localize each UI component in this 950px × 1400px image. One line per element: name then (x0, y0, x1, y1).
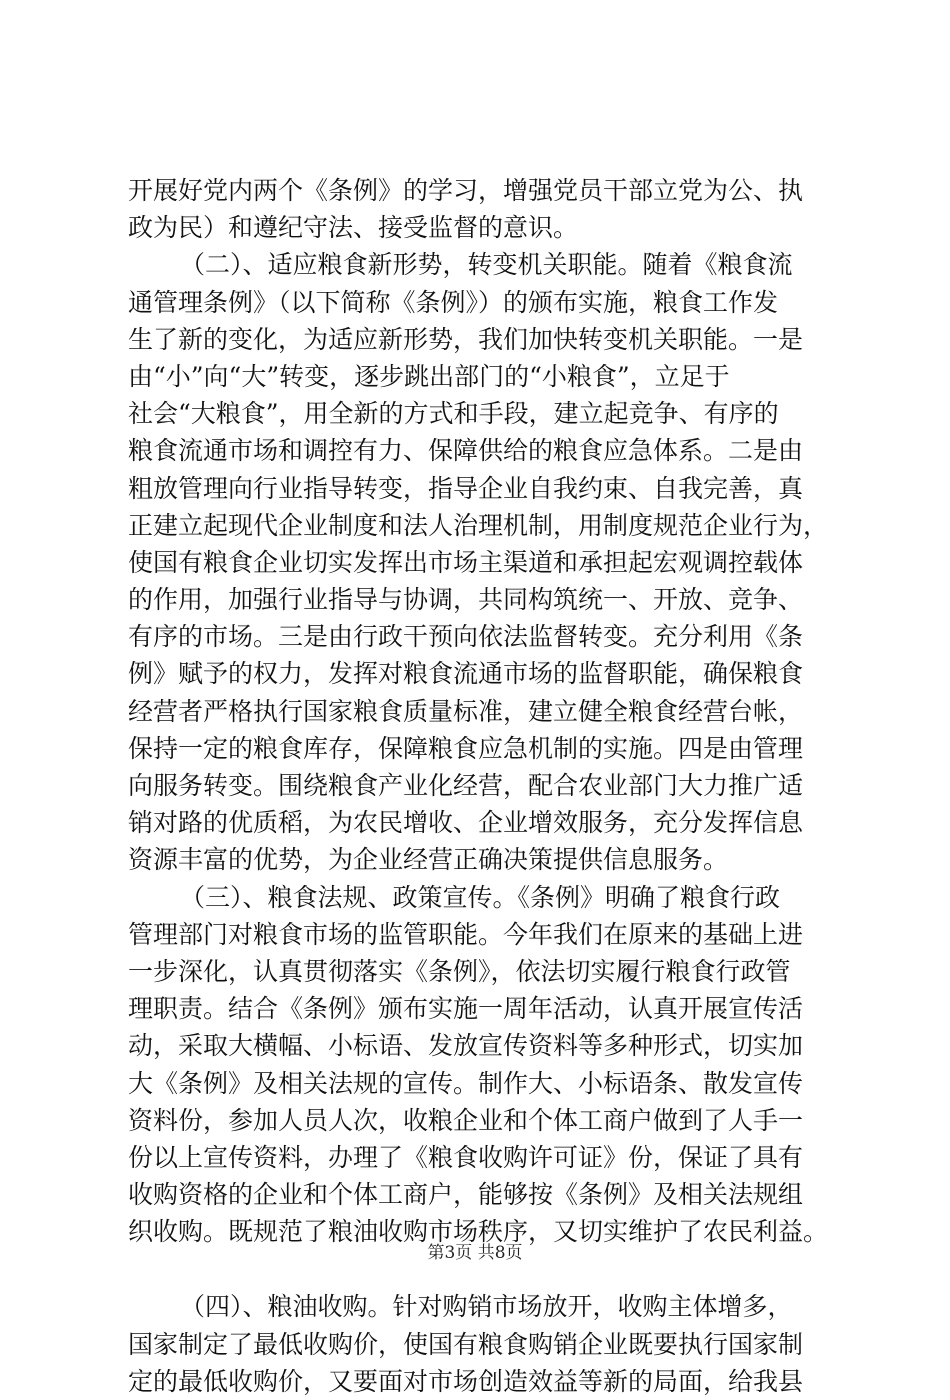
text-line: 使国有粮食企业切实发挥出市场主渠道和承担起宏观调控载体 (128, 547, 804, 577)
text-line: 资源丰富的优势，为企业经营正确决策提供信息服务。 (128, 845, 729, 875)
text-line: 经营者严格执行国家粮食质量标准，建立健全粮食经营台帐， (128, 696, 804, 726)
text-line: 政为民）和遵纪守法、接受监督的意识。 (128, 213, 579, 243)
text-line: 社会“大粮食”，用全新的方式和手段，建立起竞争、有序的 (128, 399, 779, 429)
text-line: 一步深化，认真贯彻落实《条例》，依法切实履行粮食行政管 (128, 956, 791, 986)
text-line: 通管理条例》（以下简称《条例》）的颁布实施，粮食工作发 (128, 287, 779, 317)
text-line: （四）、粮油收购。针对购销市场放开，收购主体增多， (180, 1292, 793, 1322)
text-line: 织收购。既规范了粮油收购市场秩序，又切实维护了农民利益。 (128, 1217, 829, 1247)
text-line: 销对路的优质稻，为农民增收、企业增效服务，充分发挥信息 (128, 808, 804, 838)
text-line: （二）、适应粮食新形势，转变机关职能。随着《粮食流 (180, 250, 793, 280)
paragraph-continued (128, 172, 840, 246)
page-number-footer: 第3页 共8页 (427, 1243, 523, 1263)
paragraph-section-3 (128, 879, 840, 1251)
text-line: 由“小”向“大”转变，逐步跳出部门的“小粮食”，立足于 (128, 361, 730, 391)
text-line: 理职责。结合《条例》颁布实施一周年活动，认真开展宣传活 (128, 994, 804, 1024)
text-line: 正建立起现代企业制度和法人治理机制，用制度规范企业行为， (128, 510, 829, 540)
text-line: 有序的市场。三是由行政干预向依法监督转变。充分利用《条 (128, 622, 804, 652)
text-line: 例》赋予的权力，发挥对粮食流通市场的监督职能，确保粮食 (128, 659, 804, 689)
text-line: 份以上宣传资料，办理了《粮食收购许可证》份，保证了具有 (128, 1142, 804, 1172)
text-line: 管理部门对粮食市场的监管职能。今年我们在原来的基础上进 (128, 919, 804, 949)
paragraph-section-4 (128, 1288, 840, 1400)
text-line: 大《条例》及相关法规的宣传。制作大、小标语条、散发宣传 (128, 1068, 804, 1098)
text-line: 生了新的变化，为适应新形势，我们加快转变机关职能。一是 (128, 324, 804, 354)
text-line: 开展好党内两个《条例》的学习，增强党员干部立党为公、执 (128, 176, 804, 205)
text-line: 粮食流通市场和调控有力、保障供给的粮食应急体系。二是由 (128, 436, 804, 466)
text-line: 保持一定的粮食库存，保障粮食应急机制的实施。四是由管理 (128, 733, 804, 763)
text-line: 动，采取大横幅、小标语、发放宣传资料等多种形式，切实加 (128, 1031, 804, 1061)
text-line: 定的最低收购价，又要面对市场创造效益等新的局面，给我县 (128, 1366, 804, 1396)
text-line: 收购资格的企业和个体工商户，能够按《条例》及相关法规组 (128, 1180, 804, 1210)
paragraph-section-2 (128, 246, 840, 878)
text-line: 向服务转变。围绕粮食产业化经营，配合农业部门大力推广适 (128, 771, 804, 800)
text-line: 国家制定了最低收购价，使国有粮食购销企业既要执行国家制 (128, 1329, 804, 1359)
text-line: 资料份，参加人员人次，收粮企业和个体工商户做到了人手一 (128, 1105, 804, 1135)
document-body (128, 172, 840, 1400)
text-line: 的作用，加强行业指导与协调，共同构筑统一、开放、竞争、 (128, 585, 804, 615)
text-line: 粗放管理向行业指导转变，指导企业自我约束、自我完善，真 (128, 473, 804, 503)
text-line: （三）、粮食法规、政策宣传。《条例》明确了粮食行政 (180, 882, 781, 912)
